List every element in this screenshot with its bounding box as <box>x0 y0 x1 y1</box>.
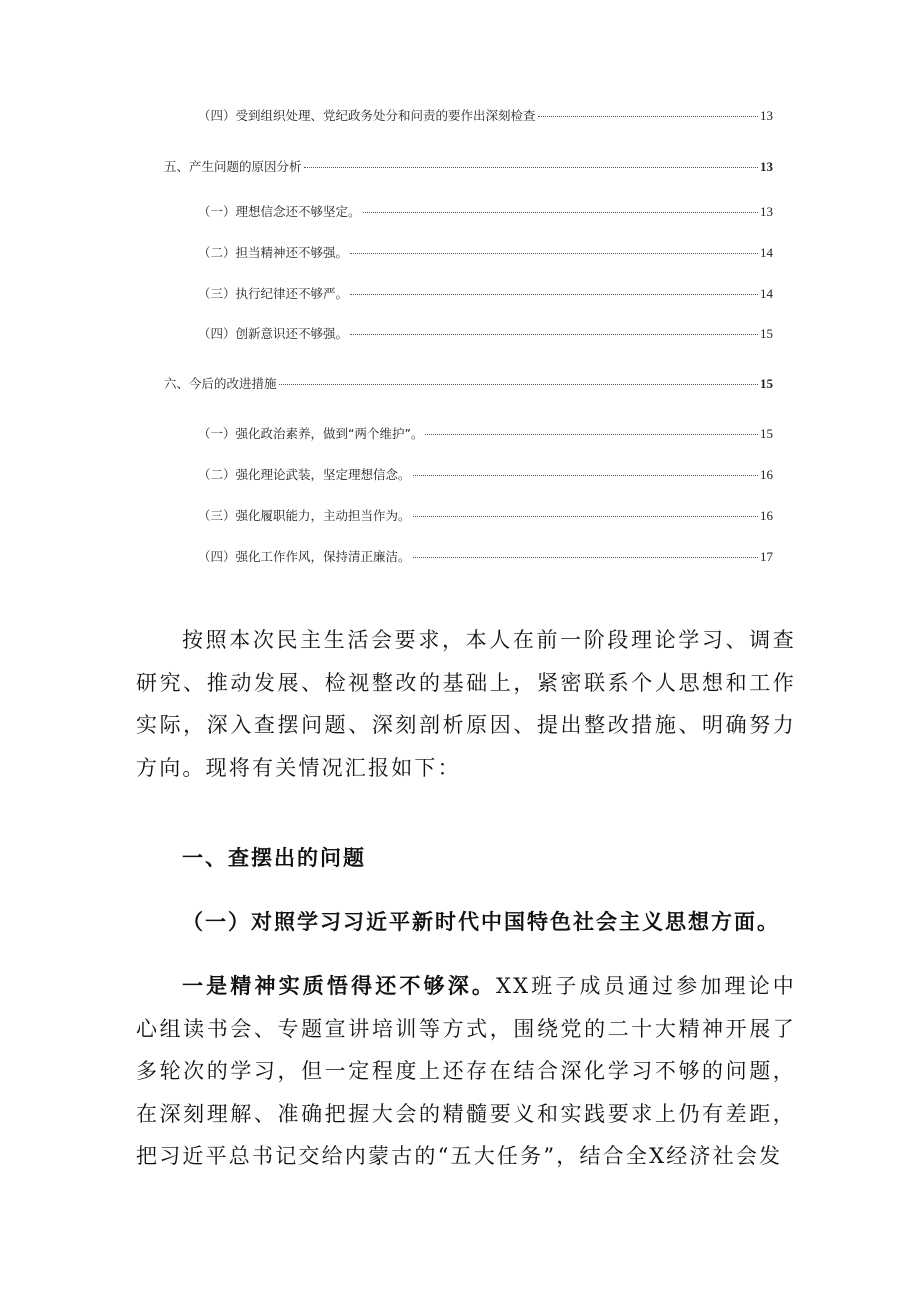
intro-paragraph-block <box>136 619 796 789</box>
toc-entry[interactable] <box>198 424 773 442</box>
toc-entry-page: 15 <box>760 426 773 441</box>
toc-entry-page: 16 <box>760 508 773 523</box>
intro-paragraph: 按照本次民主生活会要求，本人在前一阶段理论学习、调查研究、推动发展、检视整改的基础上，紧密联系个人思想和工作实际，深入查摆问题、深刻剖析原因、提出整改措施、明确努力方向。现将有关情况汇报如下： <box>136 628 796 780</box>
toc-leader-dots <box>413 516 758 517</box>
toc-entry[interactable] <box>198 465 773 483</box>
toc-entry-title: （二）担当精神还不够强。 <box>198 245 349 260</box>
toc-entry-page: 13 <box>760 204 773 219</box>
toc-entry[interactable] <box>164 374 773 392</box>
toc-entry-title: （一）理想信念还不够坚定。 <box>198 204 361 219</box>
toc-entry-page: 17 <box>760 549 773 564</box>
toc-entry[interactable] <box>164 157 773 175</box>
toc-entry-page: 15 <box>760 376 773 391</box>
point-lead: 一是精神实质悟得还不够深。 <box>182 973 496 998</box>
toc-leader-dots <box>279 384 758 385</box>
section-heading: 一、查摆出的问题 <box>182 845 366 870</box>
toc-entry[interactable] <box>198 243 773 261</box>
toc-entry-page: 15 <box>760 326 773 341</box>
toc-entry-title: （三）执行纪律还不够严。 <box>198 286 349 301</box>
toc-entry[interactable] <box>198 106 773 124</box>
point-paragraph <box>136 965 796 1178</box>
toc-leader-dots <box>413 557 758 558</box>
toc-entry-title: （四）创新意识还不够强。 <box>198 326 349 341</box>
toc-entry-page: 14 <box>760 245 773 260</box>
toc-leader-dots <box>363 212 758 213</box>
toc-entry-title: 五、产生问题的原因分析 <box>164 159 302 174</box>
toc-entry[interactable] <box>198 547 773 565</box>
subsection-heading: （一）对照学习习近平新时代中国特色社会主义思想方面。 <box>182 909 780 934</box>
point-paragraph-block <box>136 965 796 1178</box>
toc-leader-dots <box>350 334 758 335</box>
toc-entry[interactable] <box>198 202 773 220</box>
toc-entry-title: （四）受到组织处理、党纪政务处分和问责的要作出深刻检查 <box>198 108 536 123</box>
toc-leader-dots <box>304 167 758 168</box>
toc-leader-dots <box>538 116 758 117</box>
toc-entry-page: 13 <box>760 159 773 174</box>
toc-leader-dots <box>413 475 758 476</box>
toc-entry-title: （二）强化理论武装，坚定理想信念。 <box>198 467 411 482</box>
toc-entry-title: （一）强化政治素养，做到“两个维护”。 <box>198 426 424 441</box>
toc-leader-dots <box>350 253 758 254</box>
toc-entry[interactable] <box>198 284 773 302</box>
toc-entry-title: 六、今后的改进措施 <box>164 376 277 391</box>
toc-entry-page: 13 <box>760 108 773 123</box>
point-text: XX班子成员通过参加理论中心组读书会、专题宣讲培训等方式，围绕党的二十大精神开展了多轮次的学习，但一定程度上还存在结合深化学习不够的问题，在深刻理解、准确把握大会的精髓要义和实践要求上仍有差距，把习近平总书记交给内蒙古的“五大任务”，结合全X经济社会发 <box>136 974 796 1168</box>
toc-entry-page: 14 <box>760 286 773 301</box>
toc-entry[interactable] <box>198 324 773 342</box>
toc-entry-page: 16 <box>760 467 773 482</box>
toc-leader-dots <box>425 434 758 435</box>
toc-entry-title: （三）强化履职能力，主动担当作为。 <box>198 508 411 523</box>
toc-entry-title: （四）强化工作作风，保持清正廉洁。 <box>198 549 411 564</box>
toc-entry[interactable] <box>198 506 773 524</box>
toc-leader-dots <box>350 294 758 295</box>
